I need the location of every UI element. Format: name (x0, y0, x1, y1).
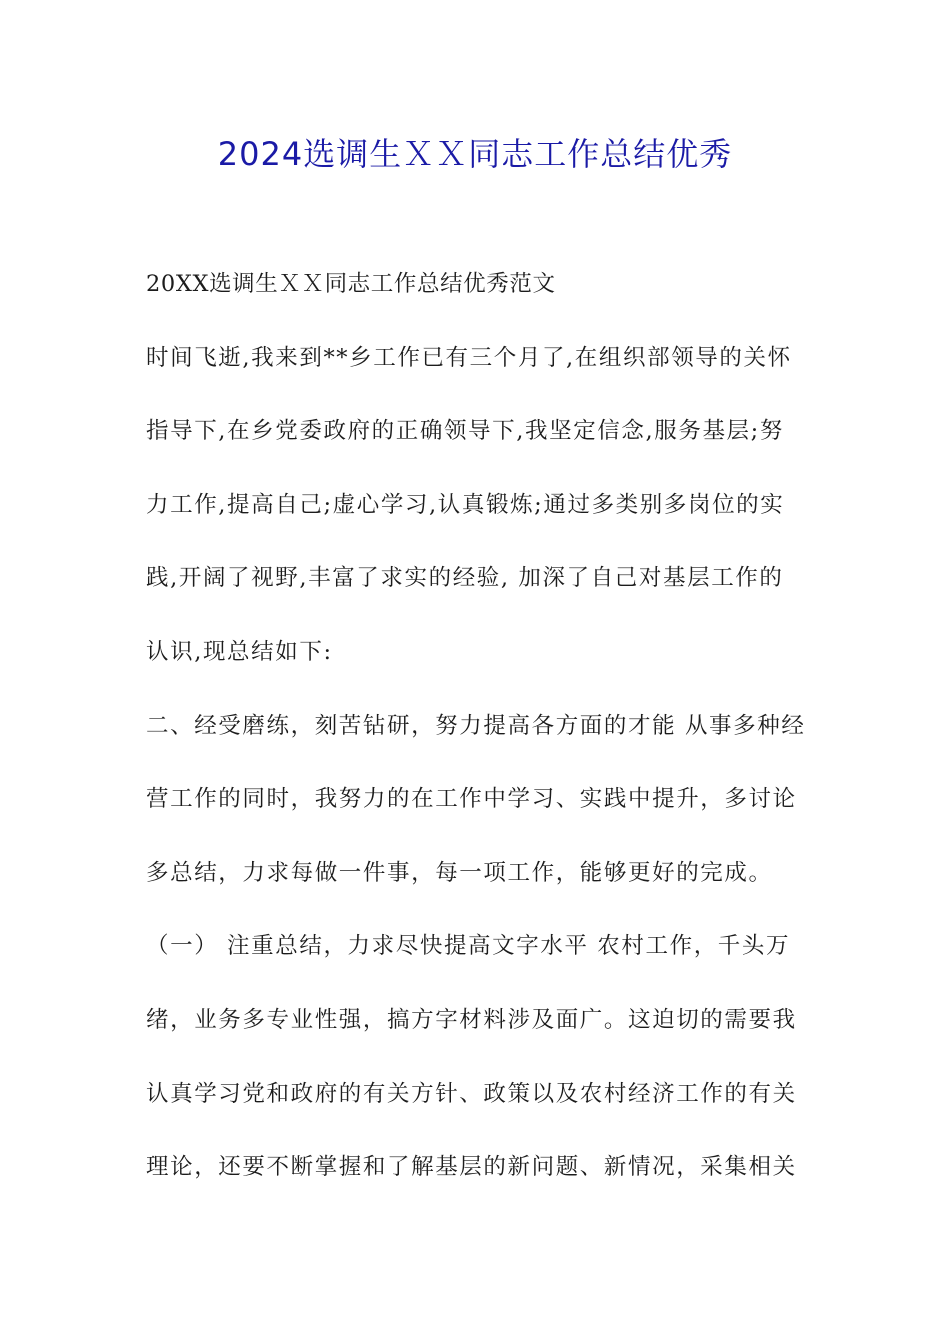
paragraph-line: 认识,现总结如下: (146, 638, 333, 665)
paragraph-line: 多总结，力求每做一件事，每一项工作，能够更好的完成。 (146, 859, 773, 886)
paragraph-line: 时间飞逝,我来到**乡工作已有三个月了,在组织部领导的关怀 (146, 344, 792, 371)
paragraph-line: 指导下,在乡党委政府的正确领导下,我坚定信念,服务基层;努 (146, 418, 784, 445)
paragraph-line: 营工作的同时，我努力的在工作中学习、实践中提升，多讨论 (146, 786, 797, 813)
paragraph-line: 认真学习党和政府的有关方针、政策以及农村经济工作的有关 (146, 1080, 797, 1107)
paragraph-line: 理论，还要不断掌握和了解基层的新问题、新情况，采集相关 (146, 1154, 797, 1181)
document-body (146, 258, 810, 1215)
section-heading-line: 二、经受磨练，刻苦钻研，努力提高各方面的才能 从事多种经 (146, 712, 806, 739)
paragraph-line: 绪，业务多专业性强，搞方字材料涉及面广。这迫切的需要我 (146, 1006, 797, 1033)
subsection-heading-line: （一） 注重总结，力求尽快提高文字水平 农村工作，千头万 (146, 933, 791, 960)
document-title: 2024选调生ＸＸ同志工作总结优秀 (217, 135, 733, 173)
document-subtitle: 20XX选调生ＸＸ同志工作总结优秀范文 (146, 271, 556, 297)
paragraph-line: 力工作,提高自己;虚心学习,认真锻炼;通过多类别多岗位的实 (146, 491, 785, 518)
paragraph-line: 践,开阔了视野,丰富了求实的经验, 加深了自己对基层工作的 (146, 565, 784, 592)
